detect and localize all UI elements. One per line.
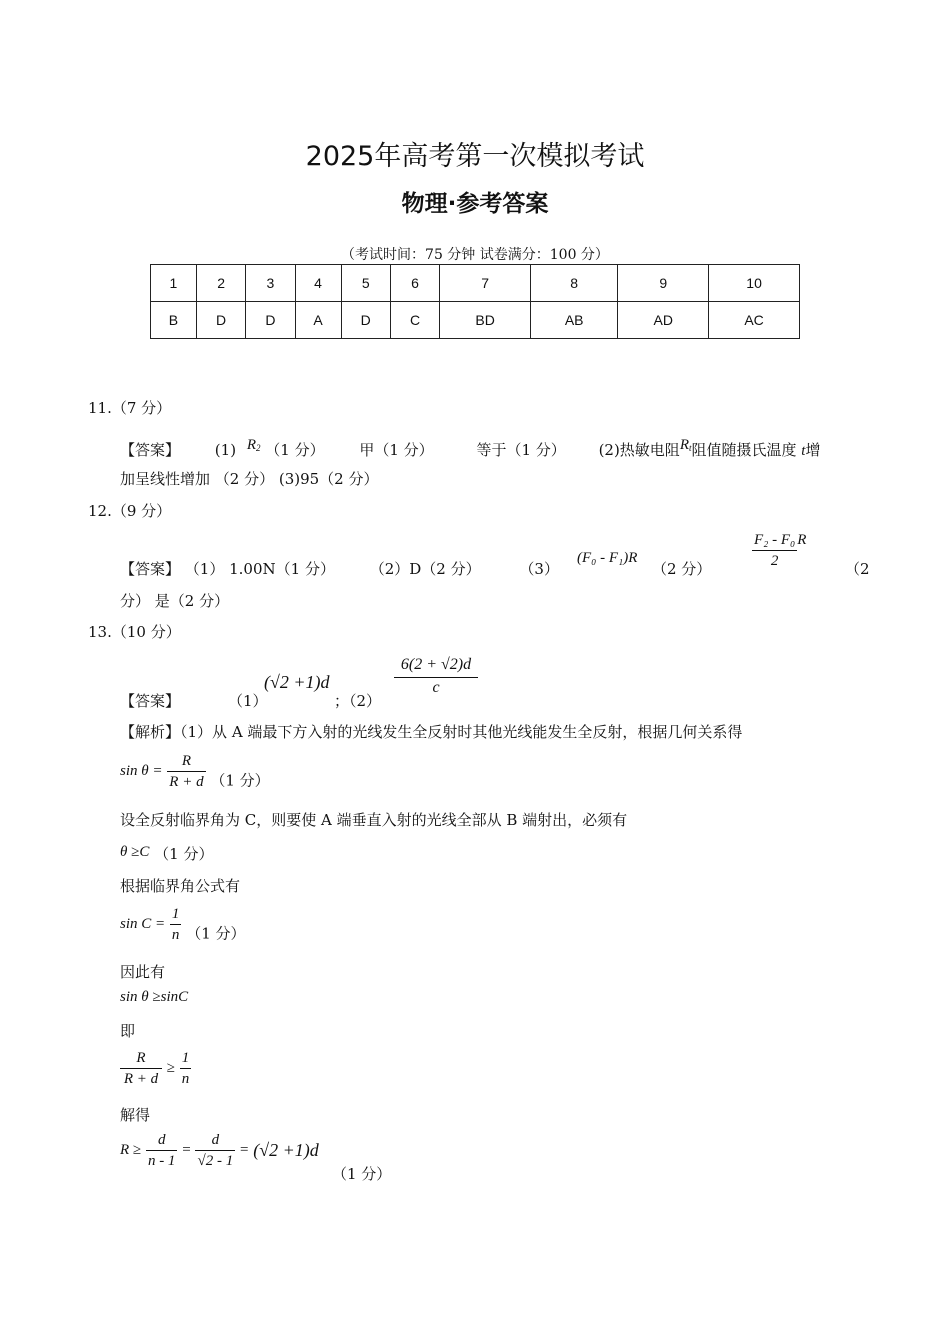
- q12-fraction-denominator: 2: [770, 553, 779, 569]
- q13-eq1: [120, 751, 270, 792]
- q13-eq3: [120, 904, 246, 945]
- q11-part2: 甲（1 分）: [359, 441, 434, 459]
- q13-text3: 根据临界角公式有: [120, 877, 241, 895]
- answer-cell: AB: [531, 302, 618, 339]
- q11-r2-symbol: $R_2$: [246, 437, 261, 453]
- q13-answer2-denominator: c: [432, 679, 440, 696]
- q13-heading: 13.（10 分）: [88, 623, 181, 641]
- q13-eq1-denominator: R + d: [169, 774, 204, 790]
- q13-eq5-denominator: R + d: [123, 1071, 159, 1087]
- q13-eq1-numerator: R: [167, 751, 205, 772]
- answer-cell: AD: [618, 302, 709, 339]
- q13-eq6-numerator2: d: [195, 1130, 235, 1151]
- answer-table: [150, 264, 800, 339]
- question-number: 4: [295, 265, 341, 302]
- question-number: 7: [440, 265, 531, 302]
- question-number: 3: [246, 265, 295, 302]
- answer-table-number-row: [151, 265, 800, 302]
- q13-eq2-score: （1 分）: [154, 845, 214, 863]
- q13-eq5-numerator: R: [120, 1048, 162, 1069]
- q13-eq2-expression: θ ≥C: [120, 844, 150, 860]
- q11-answer-line2: 加呈线性增加 （2 分） (3)95（2 分）: [120, 470, 379, 488]
- q13-eq5-relation: ≥: [166, 1060, 176, 1076]
- q13-analysis-line: [120, 721, 742, 742]
- exam-info: （考试时间：75 分钟 试卷满分：100 分）: [341, 247, 609, 263]
- q13-eq2: [120, 842, 213, 864]
- q12-score3: （2 分）: [652, 560, 712, 578]
- answer-cell: A: [295, 302, 341, 339]
- q11-part3: 等于（1 分）: [476, 441, 566, 459]
- q13-answer1-prefix: （1）: [228, 692, 268, 710]
- exam-subtitle: 物理·参考答案: [401, 191, 549, 217]
- q13-answer1-expression: (√2 +1)d: [264, 672, 330, 692]
- q11-part4b: 阻值随摄氏温度: [691, 441, 797, 459]
- question-number: 9: [618, 265, 709, 302]
- q13-eq3-denominator: n: [171, 927, 180, 943]
- q12-heading: 12.（9 分）: [88, 502, 172, 520]
- q11-rt-symbol: $R_t$: [679, 437, 692, 453]
- q11-part1: (1): [214, 441, 237, 459]
- answer-cell: D: [196, 302, 245, 339]
- answer-table-answer-row: [151, 302, 800, 339]
- q13-eq6-equals1: =: [182, 1142, 191, 1158]
- q13-eq1-score: （1 分）: [210, 771, 270, 790]
- q13-text5: 即: [120, 1022, 136, 1040]
- q12-part3: （3）: [519, 560, 559, 578]
- q13-text4: 因此有: [120, 963, 166, 981]
- q13-eq6: [120, 1130, 319, 1171]
- q12-part2: （2）D（2 分）: [369, 560, 481, 578]
- q12-fraction: [752, 530, 806, 571]
- q12-fraction-numerator: F₂ - F₀: [752, 530, 797, 551]
- question-number: 1: [151, 265, 197, 302]
- q13-eq6-equals2: =: [239, 1142, 249, 1158]
- q12-part1: （1） 1.00N（1 分）: [184, 560, 335, 578]
- q13-answer2-numerator: 6(2 + √2)d: [394, 653, 478, 678]
- answer-cell: C: [390, 302, 439, 339]
- answer-cell: B: [151, 302, 197, 339]
- q11-score1: （1 分）: [265, 441, 325, 459]
- q12-score4: （2: [845, 560, 870, 578]
- q11-answer-line1: [120, 437, 820, 460]
- analysis-label: 【解析】: [120, 723, 181, 741]
- q13-eq4: sin θ ≥sinC: [120, 989, 189, 1005]
- exam-title: 2025年高考第一次模拟考试: [305, 141, 645, 172]
- answer-label: 【答案】: [120, 441, 181, 459]
- q13-analysis-text: （1）从 A 端最下方入射的光线发生全反射时其他光线能发生全反射，根据几何关系得: [180, 723, 743, 741]
- question-number: 8: [531, 265, 618, 302]
- q13-eq6-score: （1 分）: [332, 1165, 392, 1183]
- question-number: 5: [341, 265, 390, 302]
- answer-cell: AC: [709, 302, 800, 339]
- answer-cell: D: [341, 302, 390, 339]
- q13-eq3-score: （1 分）: [186, 924, 246, 943]
- answer-label: 【答案】: [120, 560, 181, 578]
- answer-cell: BD: [440, 302, 531, 339]
- q12-answer-line1: [120, 558, 559, 579]
- q13-eq6-numerator1: d: [146, 1130, 178, 1151]
- q13-text6: 解得: [120, 1106, 151, 1124]
- q13-answer-label: 【答案】: [120, 692, 181, 710]
- q13-eq5-numerator2: 1: [180, 1048, 192, 1069]
- q13-eq6-denominator2: √2 - 1: [197, 1153, 234, 1169]
- q11-t-symbol: t: [801, 443, 806, 459]
- answer-cell: D: [246, 302, 295, 339]
- q13-answer2-fraction: [394, 653, 478, 698]
- question-number: 6: [390, 265, 439, 302]
- q12-fraction-r: R: [797, 532, 807, 548]
- q11-part4c: 增: [805, 441, 821, 459]
- q11-heading: 11.（7 分）: [88, 399, 172, 417]
- q13-eq6-denominator1: n - 1: [147, 1153, 176, 1169]
- question-number: 10: [709, 265, 800, 302]
- q13-eq3-left: sin C =: [120, 916, 166, 932]
- q13-answer-separator: ；（2）: [334, 692, 382, 710]
- q13-eq5: [120, 1048, 191, 1089]
- q12-answer-line2: 分） 是（2 分）: [120, 592, 230, 610]
- q11-part4a: (2)热敏电阻: [598, 441, 680, 459]
- q13-eq1-left: sin θ =: [120, 763, 163, 779]
- q13-eq3-numerator: 1: [170, 904, 182, 925]
- q13-text2: 设全反射临界角为 C，则要使 A 端垂直入射的光线全部从 B 端射出，必须有: [120, 811, 628, 829]
- question-number: 2: [196, 265, 245, 302]
- q13-eq6-left: R ≥: [120, 1142, 142, 1158]
- q13-eq5-denominator2: n: [181, 1071, 190, 1087]
- q13-eq6-result: (√2 +1)d: [253, 1140, 319, 1160]
- q12-expression: (F₀ - F₁)R: [577, 550, 638, 566]
